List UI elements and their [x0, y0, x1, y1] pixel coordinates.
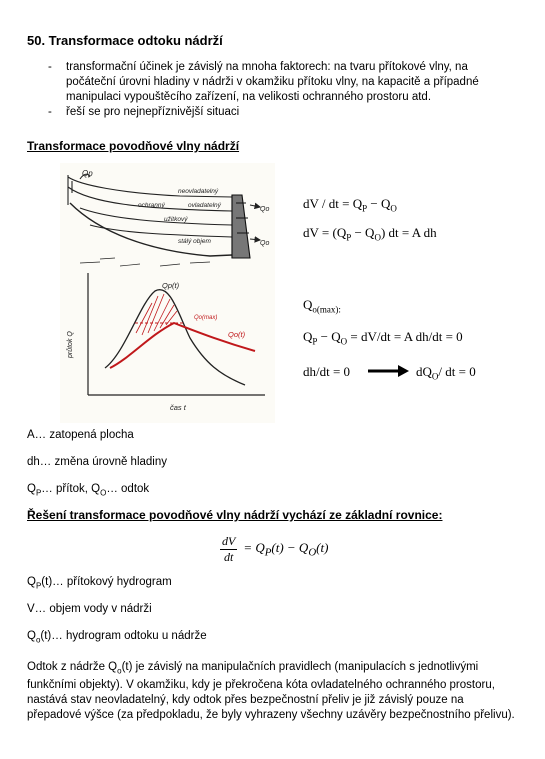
- label-uzitkovy: užitkový: [164, 216, 188, 223]
- subsection-title-solution: Řešení transformace povodňové vlny nádrží vychází ze základní rovnice:: [27, 508, 443, 522]
- label-x-axis: čas t: [170, 403, 186, 412]
- label-y-axis: průtok Q: [67, 331, 74, 358]
- reservoir-sketch: [60, 163, 275, 423]
- explanation-paragraph: Odtok z nádrže $Q_o(t)$ je závislý na manipulačních pravidlech (manipulacích s jednotlivými funkčními objekty). V okamžiku, kdy je překročena kóta ovladatelného ochranného prostoru, nastává stav neovladatelný, kdy odtok přes bezpečnostní přeliv je již závislý pouze na přepadové výšce (za předpokladu, že byly vyhrazeny všechny uzávěry bezpečnostního přelivu).: [27, 661, 515, 722]
- equation-dv: dV = $(Q_P - Q_O)$ dt = A dh: [303, 225, 437, 243]
- label-qo-max: Qo(max): [194, 315, 218, 321]
- section-heading: 50. Transformace odtoku nádrží: [27, 33, 223, 48]
- bullet-item: - transformační účinek je závislý na mnoha faktorech: na tvaru přítokové vlny, na počáteční úrovni hladiny v nádrži v okamžiku přítoku vlny, na kapacitě a případné manipulaci vypouštěcího zařízení, na velikosti ochranného prostoru atd.: [48, 61, 479, 103]
- label-ovladatelny: ovladatelný: [188, 202, 221, 209]
- def-v: V… objem vody v nádrži: [27, 603, 152, 615]
- equation-balance: $Q_P - Q_O = dV/dt = A$ dh/dt = 0: [303, 329, 463, 347]
- label-qo-right1: Qo: [260, 206, 270, 213]
- label-qp-top: Qp: [82, 169, 93, 178]
- label-qo-t: Qo(t): [228, 330, 246, 339]
- legend-dh: dh… změna úrovně hladiny: [27, 456, 167, 468]
- bullet-text: řeší se pro nejnepříznivější situaci: [66, 106, 240, 118]
- label-neovladatelny: neovladatelný: [178, 188, 219, 195]
- label-qp-t: Qp(t): [162, 281, 180, 290]
- fraction: $\frac{dV}{dt}$: [222, 534, 236, 564]
- def-qp-t: $Q_P(t)\dots$ přítokový hydrogram: [27, 576, 172, 591]
- equation-dh-dt: dh/dt = 0: [303, 364, 351, 379]
- subsection-title-transformation: Transformace povodňové vlny nádrží: [27, 139, 240, 153]
- label-staly-objem: stálý objem: [178, 238, 211, 245]
- arrow-right-icon: [368, 364, 410, 378]
- basic-equation: $\frac{dV}{dt}$ = $Q_P(t) - Q_O(t)$: [222, 534, 329, 564]
- legend-a: A… zatopená plocha: [27, 429, 134, 441]
- bullet-item: - řeší se pro nejnepříznivější situaci: [48, 106, 240, 118]
- label-qo-right2: Qo: [260, 240, 270, 247]
- label-ochranny: ochranný: [138, 202, 165, 209]
- legend-flows: $Q_P\dots$ přítok, $Q_O\dots$ odtok: [27, 483, 150, 498]
- bullet-list: [48, 60, 518, 120]
- equation-dqo-dt: $dQ_O/$ dt = 0: [416, 364, 476, 382]
- bullet-text: transformační účinek je závislý na mnoha faktorech: na tvaru přítokové vlny, na počáteční úrovni hladiny v nádrži v okamžiku přítoku vlny, na kapacitě a případné manipulaci vypouštěcího zařízení, na velikosti ochranného prostoru atd.: [66, 61, 479, 103]
- equation-qo-max: $Q_{o(max):}$: [303, 297, 341, 315]
- equation-dv-dt: dV / dt = $Q_P - Q_O$: [303, 196, 397, 214]
- def-qo-t: $Q_o(t)\dots$ hydrogram odtoku u nádrže: [27, 630, 207, 645]
